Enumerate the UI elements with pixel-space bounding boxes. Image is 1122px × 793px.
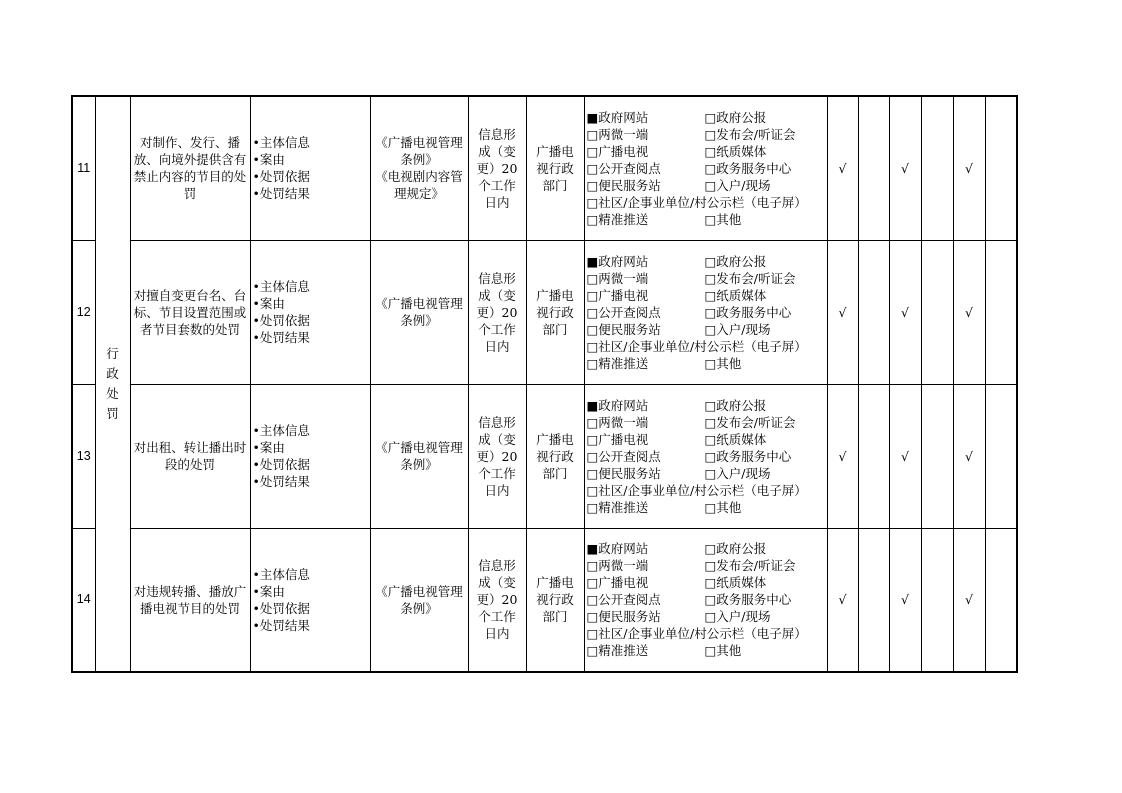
- channel-row: [587, 304, 825, 321]
- legal-basis-item: 《广播电视管理条例》: [375, 583, 463, 616]
- channel-option: □其他: [704, 643, 742, 659]
- channel-row: [587, 126, 825, 143]
- disclosure-content: [250, 528, 370, 672]
- channel-option: □精准推送: [586, 643, 649, 659]
- check-cell: [921, 96, 953, 240]
- disclosure-item: 对擅自变更台名、台标、节目设置范围或者节目套数的处罚: [130, 240, 250, 384]
- check-cell: √: [827, 96, 858, 240]
- channel-option: □公开查阅点: [586, 448, 661, 464]
- channel-option: □广播电视: [586, 575, 649, 591]
- check-cell: √: [953, 384, 985, 528]
- legal-basis: [370, 96, 468, 240]
- channel-option: □纸质媒体: [704, 575, 767, 591]
- channel-option: □两微一端: [586, 126, 649, 142]
- channel-row: [587, 143, 825, 160]
- check-cell: √: [889, 528, 921, 672]
- legal-basis: [370, 240, 468, 384]
- channel-row: [587, 431, 825, 448]
- content-bullet: •处罚结果: [252, 330, 310, 345]
- channel-option: □社区/企事业单位/村公示栏（电子屏）: [586, 626, 807, 642]
- responsible-department: 广播电视行政部门: [526, 96, 584, 240]
- disclosure-timeframe: 信息形成（变更）20个工作日内: [468, 528, 526, 672]
- disclosure-content: [250, 384, 370, 528]
- channel-option: □政务服务中心: [704, 304, 792, 320]
- channel-option: □入户/现场: [704, 177, 771, 193]
- channel-option: ■政府网站: [586, 253, 649, 269]
- channel-option: □两微一端: [586, 270, 649, 286]
- check-cell: √: [953, 528, 985, 672]
- disclosure-item: 对出租、转让播出时段的处罚: [130, 384, 250, 528]
- channel-option: □其他: [704, 355, 742, 371]
- responsible-department: 广播电视行政部门: [526, 384, 584, 528]
- legal-basis-item: 《广播电视管理条例》: [375, 296, 463, 328]
- check-cell: √: [827, 384, 858, 528]
- content-bullet: •处罚结果: [252, 474, 310, 489]
- row-number: 11: [72, 96, 95, 240]
- channel-option: □入户/现场: [704, 609, 771, 625]
- channel-row: [587, 642, 825, 659]
- channel-option: □纸质媒体: [704, 431, 767, 447]
- disclosure-channels: [584, 96, 827, 240]
- content-bullet: •处罚依据: [252, 457, 310, 472]
- content-bullet: •主体信息: [252, 566, 310, 582]
- channel-row: [587, 355, 825, 372]
- channel-option: □发布会/听证会: [704, 270, 796, 286]
- channel-option: □发布会/听证会: [704, 558, 796, 574]
- check-cell: [858, 240, 889, 384]
- table-row: [72, 384, 1017, 528]
- check-cell: [858, 384, 889, 528]
- channel-row: [587, 540, 825, 557]
- check-cell: √: [953, 96, 985, 240]
- channel-option: □政府公报: [704, 397, 767, 413]
- channel-option: □两微一端: [586, 558, 649, 574]
- disclosure-item: 对违规转播、播放广播电视节目的处罚: [130, 528, 250, 672]
- channel-option: □其他: [704, 499, 742, 515]
- content-bullet: •主体信息: [252, 279, 310, 294]
- check-cell: [858, 528, 889, 672]
- channel-option: □广播电视: [586, 287, 649, 303]
- table-row: [72, 96, 1017, 240]
- channel-option: □政务服务中心: [704, 592, 792, 608]
- responsible-department: 广播电视行政部门: [526, 240, 584, 384]
- channel-row: [587, 253, 825, 270]
- channel-row: [587, 160, 825, 177]
- row-number: 14: [72, 528, 95, 672]
- channel-option: □两微一端: [586, 414, 649, 430]
- legal-basis-item: 《电视剧内容管理规定》: [375, 169, 463, 202]
- disclosure-item: 对制作、发行、播放、向境外提供含有禁止内容的节目的处罚: [130, 96, 250, 240]
- category-cell: [95, 96, 130, 672]
- channel-row: [587, 557, 825, 574]
- channel-option: ■政府网站: [586, 541, 649, 557]
- category-label: 行政处罚: [106, 346, 119, 421]
- channel-row: [587, 448, 825, 465]
- check-cell: √: [953, 240, 985, 384]
- channel-row: [587, 608, 825, 625]
- channel-option: □其他: [704, 211, 742, 227]
- channel-option: □社区/企事业单位/村公示栏（电子屏）: [586, 482, 807, 498]
- channel-option: □政府公报: [704, 109, 767, 125]
- legal-basis-item: 《广播电视管理条例》: [375, 135, 463, 168]
- row-number: 12: [72, 240, 95, 384]
- content-bullet: •处罚依据: [252, 169, 310, 185]
- channel-row: [587, 270, 825, 287]
- channel-row: [587, 499, 825, 516]
- channel-row: [587, 397, 825, 414]
- channel-option: □公开查阅点: [586, 304, 661, 320]
- channel-row: [587, 465, 825, 482]
- channel-option: □广播电视: [586, 143, 649, 159]
- disclosure-content: [250, 240, 370, 384]
- channel-row: [587, 177, 825, 194]
- check-cell: [921, 528, 953, 672]
- disclosure-timeframe: 信息形成（变更）20个工作日内: [468, 384, 526, 528]
- check-cell: [985, 96, 1017, 240]
- check-cell: √: [889, 240, 921, 384]
- channel-option: □便民服务站: [586, 465, 661, 481]
- channel-option: ■政府网站: [586, 109, 649, 125]
- channel-option: □社区/企事业单位/村公示栏（电子屏）: [586, 194, 807, 210]
- check-cell: [921, 240, 953, 384]
- channel-option: □公开查阅点: [586, 160, 661, 176]
- disclosure-channels: [584, 384, 827, 528]
- channel-option: □政府公报: [704, 541, 767, 557]
- content-bullet: •案由: [252, 152, 285, 168]
- legal-basis-item: 《广播电视管理条例》: [375, 440, 463, 472]
- disclosure-timeframe: 信息形成（变更）20个工作日内: [468, 96, 526, 240]
- channel-option: ■政府网站: [586, 397, 649, 413]
- content-bullet: •处罚依据: [252, 600, 310, 616]
- check-cell: [858, 96, 889, 240]
- channel-row: [587, 211, 825, 228]
- channel-option: □便民服务站: [586, 609, 661, 625]
- channel-row: [587, 414, 825, 431]
- channel-row: [587, 591, 825, 608]
- channel-option: □精准推送: [586, 211, 649, 227]
- channel-option: □发布会/听证会: [704, 126, 796, 142]
- content-bullet: •案由: [252, 583, 285, 599]
- disclosure-channels: [584, 528, 827, 672]
- row-number: 13: [72, 384, 95, 528]
- channel-option: □发布会/听证会: [704, 414, 796, 430]
- content-bullet: •案由: [252, 296, 285, 311]
- content-bullet: •案由: [252, 440, 285, 455]
- channel-option: □政务服务中心: [704, 160, 792, 176]
- check-cell: √: [889, 96, 921, 240]
- check-cell: [921, 384, 953, 528]
- channel-option: □便民服务站: [586, 321, 661, 337]
- channel-row: [587, 321, 825, 338]
- channel-option: □公开查阅点: [586, 592, 661, 608]
- check-cell: [985, 240, 1017, 384]
- disclosure-timeframe: 信息形成（变更）20个工作日内: [468, 240, 526, 384]
- content-bullet: •主体信息: [252, 423, 310, 438]
- content-bullet: •处罚结果: [252, 617, 310, 633]
- table-row: [72, 240, 1017, 384]
- check-cell: √: [827, 240, 858, 384]
- disclosure-content: [250, 96, 370, 240]
- table-body: [72, 96, 1017, 672]
- channel-option: □政务服务中心: [704, 448, 792, 464]
- channel-option: □社区/企事业单位/村公示栏（电子屏）: [586, 338, 807, 354]
- channel-row: [587, 287, 825, 304]
- channel-option: □入户/现场: [704, 465, 771, 481]
- channel-option: □广播电视: [586, 431, 649, 447]
- table-row: [72, 528, 1017, 672]
- legal-basis: [370, 528, 468, 672]
- channel-option: □精准推送: [586, 355, 649, 371]
- responsible-department: 广播电视行政部门: [526, 528, 584, 672]
- content-bullet: •主体信息: [252, 135, 310, 151]
- channel-option: □便民服务站: [586, 177, 661, 193]
- content-bullet: •处罚依据: [252, 313, 310, 328]
- legal-basis: [370, 384, 468, 528]
- check-cell: [985, 528, 1017, 672]
- channel-option: □入户/现场: [704, 321, 771, 337]
- channel-option: □精准推送: [586, 499, 649, 515]
- channel-row: [587, 109, 825, 126]
- channel-option: □政府公报: [704, 253, 767, 269]
- check-cell: √: [889, 384, 921, 528]
- check-cell: [985, 384, 1017, 528]
- channel-row: [587, 574, 825, 591]
- check-cell: √: [827, 528, 858, 672]
- content-bullet: •处罚结果: [252, 186, 310, 202]
- channel-option: □纸质媒体: [704, 287, 767, 303]
- disclosure-table: [71, 95, 1018, 673]
- disclosure-channels: [584, 240, 827, 384]
- channel-option: □纸质媒体: [704, 143, 767, 159]
